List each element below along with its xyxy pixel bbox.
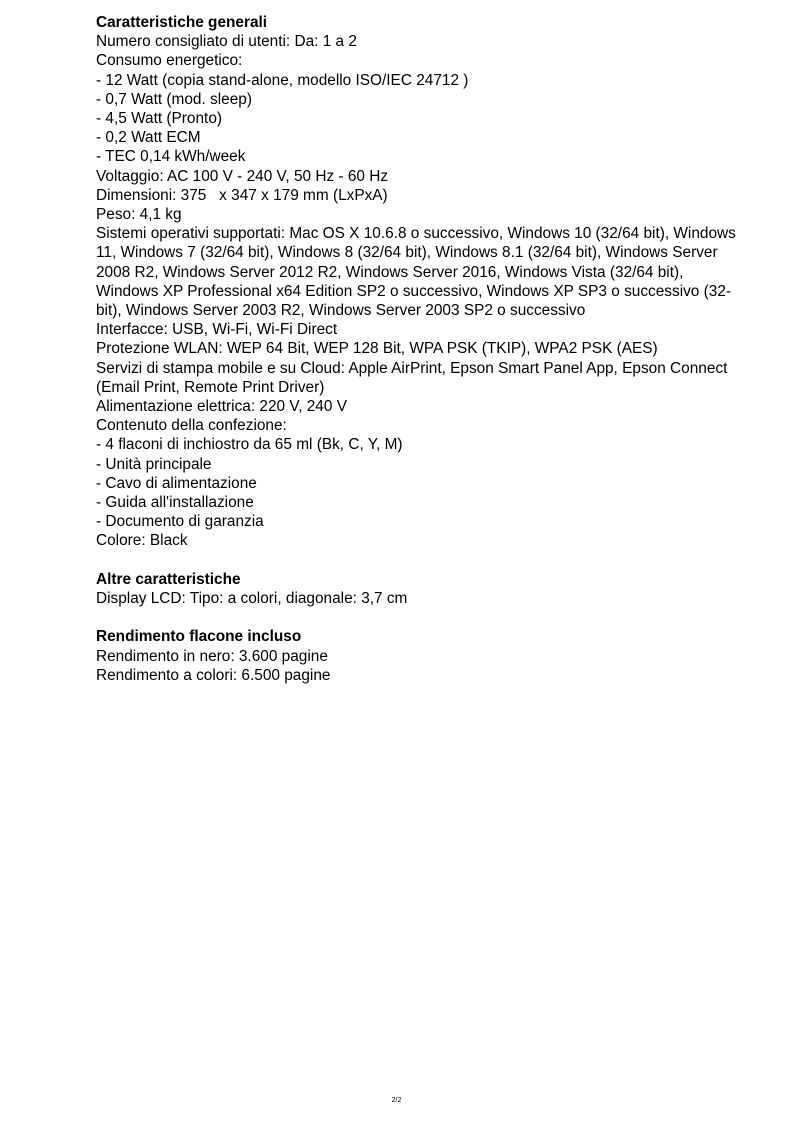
spec-line: Dimensioni: 375 x 347 x 179 mm (LxPxA) [96, 186, 388, 204]
spec-line: Display LCD: Tipo: a colori, diagonale: 3,7 cm [96, 590, 408, 608]
page-number: 2/2 [391, 1097, 402, 1104]
spec-line: Sistemi operativi supportati: Mac OS X 10.6.8 o successivo, Windows 10 (32/64 bit), Windows 11, Windows 7 (32/64 bit), Windows 8 (32/64 bit), Windows 8.1 (32/64 bit), Windows Server 2008 R2, Windows Server 2012 R2, Windows Server 2016, Windows Vista (32/64 bit), Windows XP Professional x64 Edition SP2 o successivo, Windows XP SP3 o successivo (32-bit), Windows Server 2003 R2, Windows Server 2003 SP2 o successivo [96, 225, 741, 320]
spec-line: Colore: Black [96, 532, 188, 550]
spec-line: - TEC 0,14 kWh/week [96, 148, 246, 166]
spec-line: - 0,2 Watt ECM [96, 129, 201, 147]
section-heading: Rendimento flacone incluso [96, 628, 302, 646]
spec-line: Numero consigliato di utenti: Da: 1 a 2 [96, 33, 357, 51]
spec-line: Consumo energetico: [96, 52, 243, 70]
spec-line: Peso: 4,1 kg [96, 206, 182, 224]
section-general [96, 13, 741, 551]
spec-line: Servizi di stampa mobile e su Cloud: Apple AirPrint, Epson Smart Panel App, Epson Connect (Email Print, Remote Print Driver) [96, 359, 732, 396]
spec-line: - 0,7 Watt (mod. sleep) [96, 90, 252, 108]
spec-line: - Unità principale [96, 455, 212, 473]
spec-line: Protezione WLAN: WEP 64 Bit, WEP 128 Bit, WPA PSK (TKIP), WPA2 PSK (AES) [96, 340, 658, 358]
spec-line: Alimentazione elettrica: 220 V, 240 V [96, 398, 347, 416]
section-spacer [96, 551, 736, 570]
spec-sheet [96, 13, 741, 685]
spec-line: Interfacce: USB, Wi-Fi, Wi-Fi Direct [96, 321, 338, 339]
section-other [96, 570, 736, 608]
spec-line: - Cavo di alimentazione [96, 474, 257, 492]
section-heading: Altre caratteristiche [96, 570, 241, 588]
section-heading: Caratteristiche generali [96, 14, 268, 31]
spec-line: Rendimento a colori: 6.500 pagine [96, 666, 331, 684]
spec-line: - Documento di garanzia [96, 513, 264, 531]
spec-line: - 4 flaconi di inchiostro da 65 ml (Bk, C, Y, M) [96, 436, 403, 454]
spec-line: - Guida all'installazione [96, 494, 254, 512]
spec-line: Voltaggio: AC 100 V - 240 V, 50 Hz - 60 Hz [96, 167, 389, 185]
section-spacer [96, 608, 736, 627]
section-yield [96, 627, 736, 685]
spec-line: Contenuto della confezione: [96, 417, 287, 435]
spec-line: Rendimento in nero: 3.600 pagine [96, 647, 328, 665]
spec-line: - 12 Watt (copia stand-alone, modello ISO/IEC 24712 ) [96, 71, 469, 89]
spec-line: - 4,5 Watt (Pronto) [96, 110, 223, 128]
